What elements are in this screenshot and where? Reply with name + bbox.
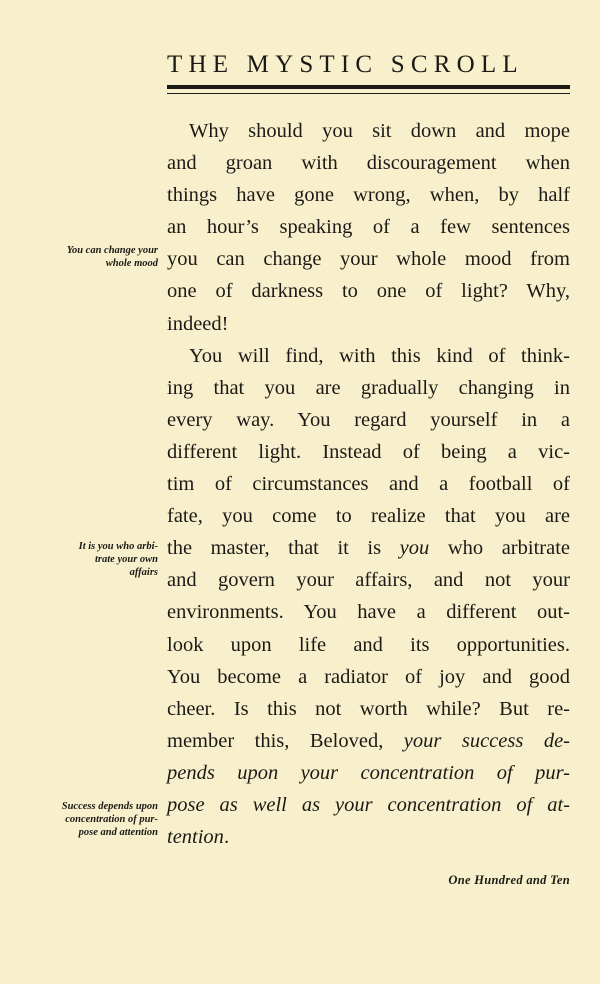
italic-text: you xyxy=(399,537,430,560)
header-rule-thick xyxy=(167,85,570,89)
margin-note-line: Success depends upon xyxy=(61,801,158,812)
text-line xyxy=(167,757,570,789)
margin-note-line: concentration of pur- xyxy=(65,814,158,825)
text-segment: look upon life and its opportunities. xyxy=(167,633,570,656)
text-line xyxy=(167,436,570,468)
text-line xyxy=(167,372,570,404)
text-segment: an hour’s speaking of a few sentences xyxy=(167,216,570,239)
margin-note-line: pose and attention xyxy=(78,827,158,838)
text-segment: ing that you are gradually changing in xyxy=(167,376,570,399)
text-segment: one of darkness to one of light? Why, xyxy=(167,280,570,303)
text-segment: fate, you come to realize that you are xyxy=(167,505,570,528)
italic-text: pose as well as your concentration of at- xyxy=(167,793,570,816)
text-line xyxy=(167,661,570,693)
text-line xyxy=(167,340,570,372)
text-segment: and groan with discouragement when xyxy=(167,152,570,175)
italic-text: your success de- xyxy=(403,729,570,752)
margin-note-arbitrate xyxy=(18,540,158,579)
margin-note-line: trate your own xyxy=(94,554,158,565)
margin-note-line: You can change your xyxy=(66,245,158,256)
text-segment: things have gone wrong, when, by half xyxy=(167,184,570,207)
text-line xyxy=(167,468,570,500)
text-segment: member this, Beloved, xyxy=(167,729,404,752)
text-line xyxy=(167,308,570,340)
margin-note-line: affairs xyxy=(129,567,158,578)
text-segment: environments. You have a different out- xyxy=(167,601,570,624)
text-line xyxy=(167,147,570,179)
margin-note-change-mood xyxy=(18,244,158,270)
margin-note-success xyxy=(18,800,158,839)
text-line xyxy=(167,211,570,243)
text-line xyxy=(167,596,570,628)
text-segment: indeed! xyxy=(167,312,229,335)
text-line xyxy=(167,725,570,757)
text-segment: . xyxy=(223,826,230,849)
text-line xyxy=(167,693,570,725)
text-segment: every way. You regard yourself in a xyxy=(167,408,570,431)
text-line xyxy=(167,821,570,853)
text-line xyxy=(167,179,570,211)
header-rule-thin xyxy=(167,93,570,94)
margin-note-line: whole mood xyxy=(105,258,158,269)
text-segment: who arbitrate xyxy=(429,537,570,560)
text-segment: the master, that it is xyxy=(167,537,400,560)
text-segment: cheer. Is this not worth while? But re- xyxy=(167,697,570,720)
text-segment: tim of circumstances and a football of xyxy=(167,473,570,496)
text-line xyxy=(167,243,570,275)
text-line xyxy=(167,115,570,147)
text-line xyxy=(167,564,570,596)
body-text xyxy=(167,115,570,853)
text-line xyxy=(167,500,570,532)
italic-text: tention xyxy=(167,826,224,849)
text-line xyxy=(167,275,570,307)
page-number: One Hundred and Ten xyxy=(448,873,570,887)
text-segment: and govern your affairs, and not your xyxy=(167,569,570,592)
running-header xyxy=(167,50,570,94)
page-title: THE MYSTIC SCROLL xyxy=(167,51,524,78)
text-segment: different light. Instead of being a vic- xyxy=(167,440,570,463)
text-segment: Why should you sit down and mope xyxy=(189,120,570,142)
text-line xyxy=(167,789,570,821)
text-segment: You will find, with this kind of think- xyxy=(189,344,570,367)
text-line xyxy=(167,532,570,564)
text-line xyxy=(167,629,570,661)
italic-text: pends upon your concentration of pur- xyxy=(167,761,570,784)
text-segment: you can change your whole mood from xyxy=(167,248,570,271)
margin-note-line: It is you who arbi- xyxy=(78,541,158,552)
text-segment: You become a radiator of joy and good xyxy=(167,665,570,688)
text-line xyxy=(167,404,570,436)
